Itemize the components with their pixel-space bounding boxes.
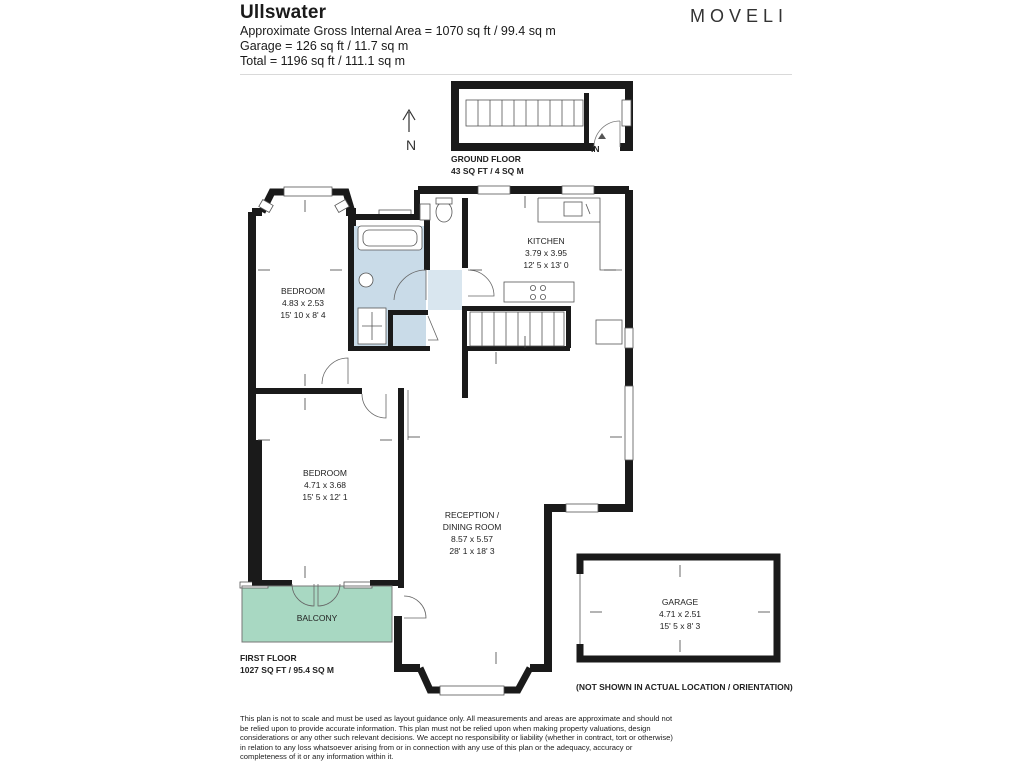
staircase [470,312,564,346]
bedroom2-metric: 4.71 x 3.68 [303,480,347,490]
reception-name-line1: RECEPTION / [444,510,500,520]
windows [240,186,633,588]
kitchen-imperial: 12' 5 x 13' 0 [523,260,569,270]
kitchen-name: KITCHEN [527,236,565,246]
sink-icon [564,202,582,216]
north-arrow-icon [403,110,416,153]
garage-metric: 4.71 x 2.51 [658,609,702,619]
first-floor-name: FIRST FLOOR [240,653,297,663]
garage-imperial: 15' 5 x 8' 3 [659,621,701,631]
bedroom2-imperial: 15' 5 x 12' 1 [302,492,348,502]
ground-floor-plan [451,85,631,176]
gross-internal-area: Approximate Gross Internal Area = 1070 sq ft / 99.4 sq m [240,24,556,38]
bedroom1-metric: 4.83 x 2.53 [281,298,325,308]
balcony-name: BALCONY [296,613,338,623]
garage-location-note: (NOT SHOWN IN ACTUAL LOCATION / ORIENTATION) [576,682,793,692]
ground-floor-name: GROUND FLOOR [451,154,521,164]
total-area: Total = 1196 sq ft / 111.1 sq m [240,54,406,68]
garage-plan [576,557,777,659]
toilet-icon [436,202,452,222]
reception-imperial: 28' 1 x 18' 3 [449,546,495,556]
washbasin-icon [359,273,373,287]
first-floor-area: 1027 SQ FT / 95.4 SQ M [240,665,335,675]
compass-label: N [406,137,417,153]
bedroom1-name: BEDROOM [281,286,325,296]
garage-area: Garage = 126 sq ft / 11.7 sq m [240,39,409,53]
wc-area [428,270,462,310]
bedroom1-imperial: 15' 10 x 8' 4 [280,310,326,320]
reception-name-line2: DINING ROOM [442,522,502,532]
reception-metric: 8.57 x 5.57 [450,534,494,544]
disclaimer-text: This plan is not to scale and must be used as layout guidance only. All measurements and areas are approximate and should not be relied upon to provide accurate information. This plan must not be relied upon when making property valuations, design considerations or any other such relevant decisions. We accept no responsibility or liability (whether in contract, tort or otherwise) in relation to any loss whatsoever arising from or in connection with any use of this plan or the adequacy, accuracy or completeness of it or any information within it. [240,714,673,762]
bedroom2-name: BEDROOM [303,468,347,478]
brand-logo: MOVELI [690,6,789,26]
ground-floor-area: 43 SQ FT / 4 SQ M [451,166,524,176]
kitchen-metric: 3.79 x 3.95 [524,248,568,258]
plan-title: Ullswater [240,2,327,23]
garage-name: GARAGE [661,597,699,607]
entrance-label: IN [591,144,600,154]
